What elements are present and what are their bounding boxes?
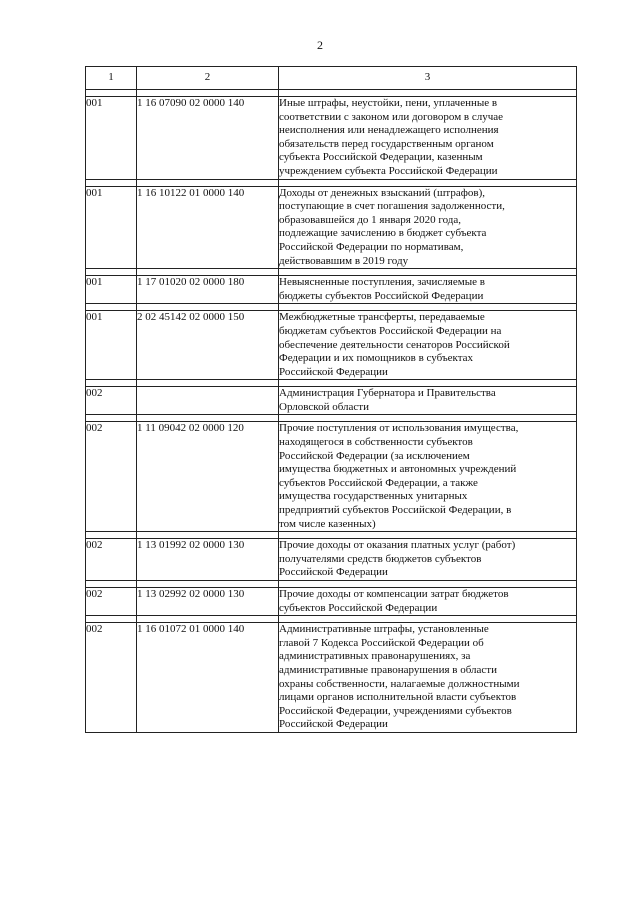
description-text: Иные штрафы, неустойки, пени, уплаченные в соответствии с законом или договором в случае неисполнения или ненадлежащего исполнения обязательств перед государственным органом субъекта Российской Федерации, казенным учреждением субъекта Российской Федерации — [279, 97, 504, 177]
budget-code-cell: 1 13 01992 02 0000 130 — [137, 539, 279, 581]
budget-code-cell: 1 16 10122 01 0000 140 — [137, 186, 279, 269]
table-row — [86, 97, 577, 180]
admin-code-cell: 001 — [86, 276, 137, 304]
description-cell — [279, 539, 577, 581]
admin-code-cell: 001 — [86, 97, 137, 180]
header-col-1: 1 — [86, 67, 137, 90]
admin-code-cell: 002 — [86, 623, 137, 733]
budget-code-cell: 1 17 01020 02 0000 180 — [137, 276, 279, 304]
description-text: Доходы от денежных взысканий (штрафов), поступающие в счет погашения задолженности, образовавшейся до 1 января 2020 года, подлежащие зачислению в бюджет субъекта Российской Федерации по нормативам, действовавшим в 2019 году — [279, 186, 505, 267]
admin-code-cell: 002 — [86, 422, 137, 532]
description-text: Прочие доходы от оказания платных услуг (работ) получателями средств бюджетов субъектов Российской Федерации — [279, 539, 516, 579]
table-row — [86, 387, 577, 415]
description-text: Администрация Губернатора и Правительства Орловской области — [279, 387, 496, 413]
header-col-3: 3 — [279, 67, 577, 90]
table-row — [86, 276, 577, 304]
table-header-row — [86, 67, 577, 90]
table-row — [86, 422, 577, 532]
budget-code-cell: 1 13 02992 02 0000 130 — [137, 588, 279, 616]
budget-code-cell: 1 11 09042 02 0000 120 — [137, 422, 279, 532]
description-text: Прочие поступления от использования имущества, находящегося в собственности субъектов Российской Федерации (за исключением имущества бюджетных и автономных учреждений субъектов Российской Федерации, а также имущества государственных унитарных предприятий субъектов Российской Федерации, в том числе казенных) — [279, 422, 519, 530]
budget-code-cell — [137, 387, 279, 415]
description-cell — [279, 97, 577, 180]
description-cell — [279, 311, 577, 380]
table-row — [86, 186, 577, 269]
budget-code-cell: 1 16 07090 02 0000 140 — [137, 97, 279, 180]
budget-code-cell: 2 02 45142 02 0000 150 — [137, 311, 279, 380]
description-cell — [279, 588, 577, 616]
table-row — [86, 311, 577, 380]
admin-code-cell: 002 — [86, 588, 137, 616]
description-cell — [279, 422, 577, 532]
description-text: Административные штрафы, установленные главой 7 Кодекса Российской Федерации об административных правонарушениях, за административные правонарушения в области охраны собственности, налагаемые должностными лицами органов исполнительной власти субъектов Российской Федерации, учреждениями субъектов Российской Федерации — [279, 623, 520, 731]
table-row — [86, 539, 577, 581]
description-cell — [279, 186, 577, 269]
description-cell — [279, 276, 577, 304]
description-text: Прочие доходы от компенсации затрат бюджетов субъектов Российской Федерации — [279, 588, 509, 614]
description-cell — [279, 387, 577, 415]
admin-code-cell: 002 — [86, 539, 137, 581]
budget-code-cell: 1 16 01072 01 0000 140 — [137, 623, 279, 733]
page-number: 2 — [317, 38, 323, 52]
revenue-codes-table — [85, 66, 577, 733]
description-text: Невыясненные поступления, зачисляемые в бюджеты субъектов Российской Федерации — [279, 276, 485, 302]
admin-code-cell: 001 — [86, 311, 137, 380]
description-text: Межбюджетные трансферты, передаваемые бюджетам субъектов Российской Федерации на обеспечение деятельности сенаторов Российской Федерации и их помощников в субъектах Российской Федерации — [279, 311, 510, 378]
header-col-2: 2 — [137, 67, 279, 90]
table-row — [86, 623, 577, 733]
admin-code-cell: 002 — [86, 387, 137, 415]
admin-code-cell: 001 — [86, 186, 137, 269]
table-row — [86, 588, 577, 616]
description-cell — [279, 623, 577, 733]
